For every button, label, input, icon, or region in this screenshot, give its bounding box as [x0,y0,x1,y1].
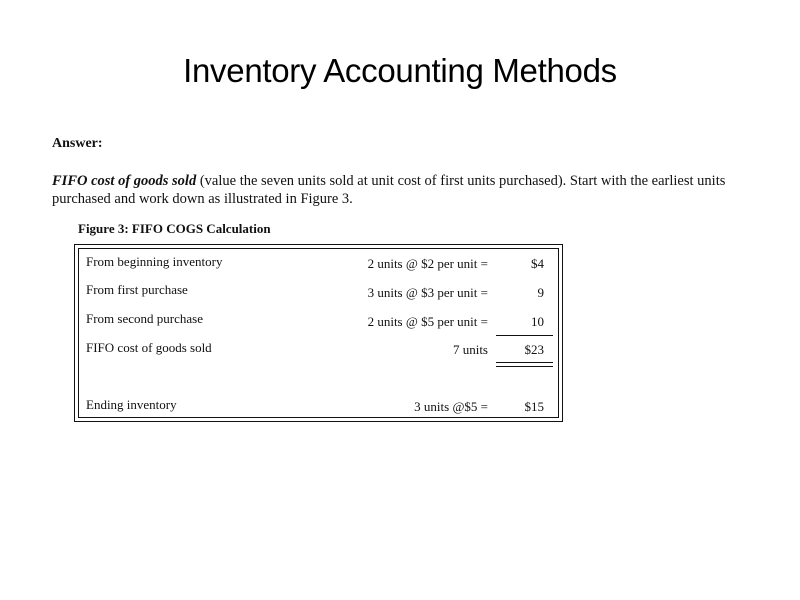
slide-title: Inventory Accounting Methods [183,52,617,89]
row-desc-second-purchase: 2 units @ $5 per unit = [367,314,488,329]
row-desc-ending-inventory: 3 units @$5 = [414,399,488,414]
row-amount-ending-inventory: $15 [524,399,544,414]
row-desc-fifo-cogs: 7 units [452,342,488,357]
row-desc-first-purchase: 3 units @ $3 per unit = [367,285,488,300]
cogs-table-inner-border [78,248,559,418]
row-amount-first-purchase: 9 [537,285,544,300]
cogs-table-frame [74,244,563,422]
row-amount-second-purchase: 10 [531,314,544,329]
row-amount-fifo-cogs: $23 [524,342,544,357]
total-double-rule-top [496,362,553,363]
answer-paragraph [52,172,772,208]
answer-body-text: (value the seven units sold at unit cost of first units purchased). Start with the earliest units purchased and work down as illustrated in Figure 3. [52,173,726,207]
subtotal-rule [496,335,553,336]
row-desc-beginning-inventory: 2 units @ $2 per unit = [367,256,488,271]
answer-lead-phrase: FIFO cost of goods sold [52,173,197,189]
row-label-first-purchase: From first purchase [86,282,188,297]
row-label-second-purchase: From second purchase [86,311,203,326]
row-label-ending-inventory: Ending inventory [86,397,177,412]
answer-label: Answer: [52,136,103,151]
figure-caption: Figure 3: FIFO COGS Calculation [78,221,271,236]
row-label-beginning-inventory: From beginning inventory [86,254,223,269]
row-amount-beginning-inventory: $4 [531,256,544,271]
total-double-rule-bottom [496,366,553,367]
row-label-fifo-cogs: FIFO cost of goods sold [86,340,212,355]
